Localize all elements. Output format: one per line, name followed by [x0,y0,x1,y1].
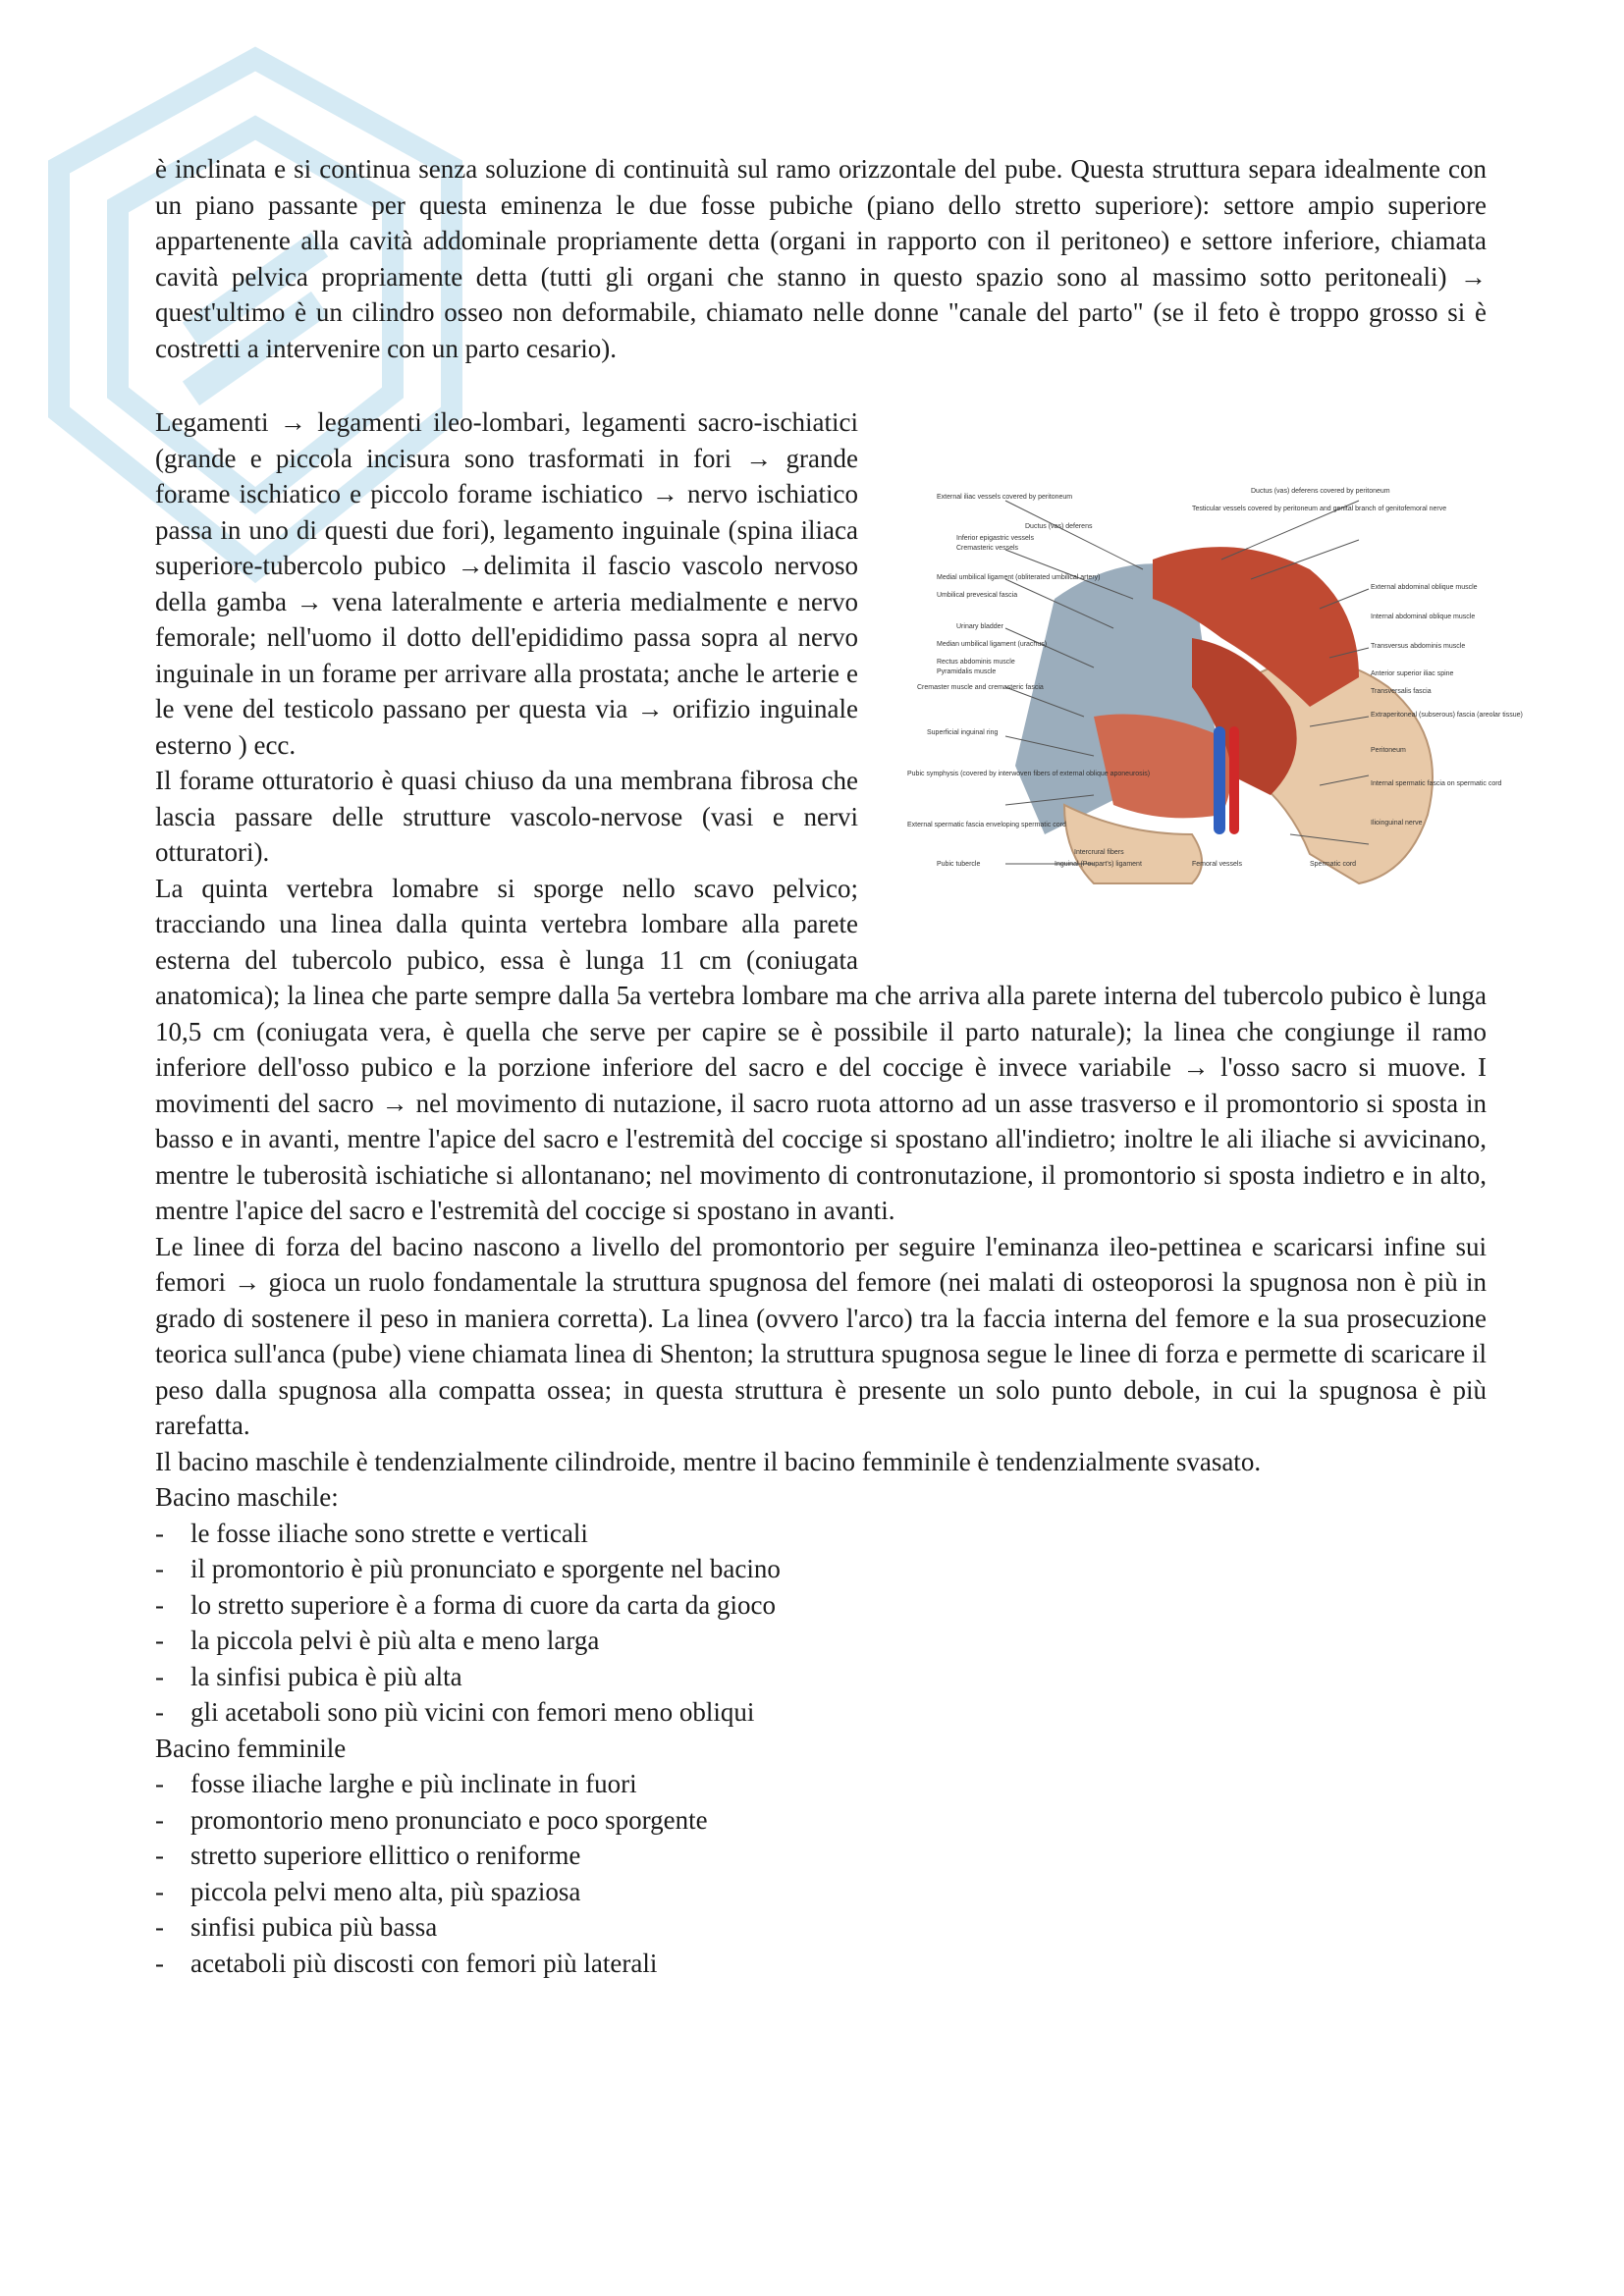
list-item: - gli acetaboli sono più vicini con femori meno obliqui [155,1697,755,1727]
figure-label-right-3: External abdominal oblique muscle [1371,584,1478,591]
inguinal-region-illustration [897,481,1523,933]
figure-label-left-1: External iliac vessels covered by peritoneum [937,494,1073,501]
figure-label-left-12: Superficial inguinal ring [927,729,999,736]
figure-label-left-8: Median umbilical ligament (urachus) [937,641,1048,648]
figure-label-right-6: Anterior superior iliac spine [1371,670,1454,677]
figure-label-right-11: Ilioinguinal nerve [1371,820,1423,827]
figure-label-bottom-2: Inguinal (Poupart's) ligament [1055,861,1142,868]
paragraph-continuation: è inclinata e si continua senza soluzione di continuità sul ramo orizzontale del pube. Questa struttura separa idealmente con un piano passante per questa eminenza le due fosse pubiche (piano dello stretto superiore): settore ampio superiore appartenente alla cavità addominale propriamente detta (organi in rapporto con il peritoneo) e settore inferiore, chiamata cavità pelvica propriamente detta (tutti gli organi che stanno in questo spazio sono al massimo sotto peritoneali) → quest'ultimo è un cilindro osseo non deformabile, chiamato nelle donne "canale del parto" (se il feto è troppo grosso si è costretti a intervenire con un parto cesario). [155,154,1487,363]
figure-label-right-1: Ductus (vas) deferens covered by peritoneum [1251,488,1390,495]
figure-label-right-10: Internal spermatic fascia on spermatic cord [1371,780,1502,787]
figure-label-right-8: Extraperitoneal (subserous) fascia (areolar tissue) [1371,712,1523,719]
paragraph-vertebra: La quinta vertebra lomabre si sporge nello scavo pelvico; tracciando una linea dalla quinta vertebra lombare alla parete esterna del tubercolo pubico, essa è lunga 11 cm (coniugata anatomica); la linea che parte sempre dalla 5a vertebra lombare ma che arriva alla parete interna del tubercolo pubico è lunga 10,5 cm (coniugata vera, è quella che serve per capire se è possibile il parto naturale); la linea che congiunge il ramo inferiore dell'osso pubico e la porzione inferiore del sacro e del coccige è invece variabile → l'osso sacro si muove. I movimenti del sacro → nel movimento di nutazione, il sacro ruota attorno ad un asse trasverso e il promontorio si sposta in basso e in avanti, mentre l'apice del sacro e l'estremità del coccige si spostano all'indietro; inoltre le ali iliache si avvicinano, mentre le tuberosità ischiatiche si allontanano; nel movimento di contronutazione, il promontorio si sposta indietro e in alto, mentre l'apice del sacro e l'estremità del coccige si spostano in avanti. [155,873,1487,1225]
female-pelvis-list [155,1766,1487,1981]
paragraph-force-lines: Le linee di forza del bacino nascono a livello del promontorio per seguire l'eminanza ileo-pettinea e scaricarsi infine sui femori → gioca un ruolo fondamentale la struttura spugnosa del femore (nei malati di osteoporosi la spugnosa non è più in grado di sostenere il peso in maniera corretta). La linea (ovvero l'arco) tra la faccia interna del femore e la sua prosecuzione teorica sull'anca (pube) viene chiamata linea di Shenton; la struttura spugnosa segue le linee di forza e permette di scaricare il peso dalla spugnosa alla compatta ossea; in questa struttura è presente un solo punto debole, in cui la spugnosa è più rarefatta. [155,1231,1487,1440]
figure-label-left-9: Rectus abdominis muscle [937,659,1015,666]
figure-label-bottom-3: Femoral vessels [1192,861,1242,868]
figure-label-right-12: Spermatic cord [1310,861,1357,868]
list-item: - il promontorio è più pronunciato e sporgente nel bacino [155,1554,781,1583]
figure-label-bottom-1: Intercrural fibers [1074,849,1124,856]
list-item: - lo stretto superiore è a forma di cuore da carta da gioco [155,1589,776,1620]
list-item: - sinfisi pubica più bassa [155,1912,438,1942]
list-item: - le fosse iliache sono strette e verticali [155,1518,588,1548]
figure-label-left-2: Ductus (vas) deferens [1025,523,1093,530]
figure-label-left-10: Pyramidalis muscle [937,668,997,675]
figure-label-left-5: Medial umbilical ligament (obliterated umbilical artery) [937,574,1101,581]
list-item: - acetaboli più discosti con femori più laterali [155,1948,658,1978]
paragraph-ligaments: Legamenti → legamenti ileo-lombari, legamenti sacro-ischiatici (grande e piccola incisura sono trasformati in fori → grande forame ischiatico e piccolo forame ischiatico → nervo ischiatico passa in uno di questi due fori), legamento inguinale (spina iliaca superiore-tubercolo pubico →delimita il fascio vascolo nervoso della gamba → vena lateralmente e arteria medialmente e nervo femorale; nell'uomo il dotto dell'epididimo passa sopra al nervo inguinale in un forame per arrivare alla prostata; anche le arterie e le vene del testicolo passano per questa via → orifizio inguinale esterno ) ecc. [155,407,858,760]
female-pelvis-heading: Bacino femminile [155,1733,347,1763]
figure-label-left-15: Pubic tubercle [937,861,981,868]
list-item: - fosse iliache larghe e più inclinate in fuori [155,1769,637,1798]
anatomy-figure [897,481,1523,933]
figure-label-left-3: Inferior epigastric vessels [956,535,1034,542]
list-item: - stretto superiore ellittico o reniforme [155,1841,581,1870]
paragraph-pelvis-shape: Il bacino maschile è tendenzialmente cilindroide, mentre il bacino femminile è tendenzialmente svasato. [155,1446,1262,1476]
paragraph-obturator: Il forame otturatorio è quasi chiuso da una membrana fibrosa che lascia passare delle strutture vascolo-nervose (vasi e nervi otturatori). [155,766,858,867]
list-item: - la piccola pelvi è più alta e meno larga [155,1626,600,1655]
figure-label-left-6: Umbilical prevesical fascia [937,592,1018,599]
male-pelvis-heading: Bacino maschile: [155,1482,339,1512]
figure-label-right-4: Internal abdominal oblique muscle [1371,614,1476,620]
figure-label-right-7: Transversalis fascia [1371,688,1432,695]
figure-label-right-9: Peritoneum [1371,747,1406,754]
figure-label-left-13: Pubic symphysis (covered by interwoven fibers of external oblique aponeurosis) [907,771,1151,777]
figure-label-left-14: External spermatic fascia enveloping spermatic cord [907,822,1066,828]
wrapped-text-block [155,404,1523,1981]
top-text-block [155,151,1487,366]
list-item: - promontorio meno pronunciato e poco sporgente [155,1804,708,1835]
figure-label-left-7: Urinary bladder [956,623,1003,630]
figure-label-left-11: Cremaster muscle and cremasteric fascia [917,684,1044,691]
list-item: - piccola pelvi meno alta, più spaziosa [155,1876,581,1906]
figure-label-left-4: Cremasteric vessels [956,545,1019,552]
figure-label-right-2: Testicular vessels covered by peritoneum and genital branch of genitofemoral nerve [1192,506,1447,512]
list-item: - la sinfisi pubica è più alta [155,1661,462,1691]
male-pelvis-list [155,1516,1487,1731]
figure-label-right-5: Transversus abdominis muscle [1371,643,1466,650]
